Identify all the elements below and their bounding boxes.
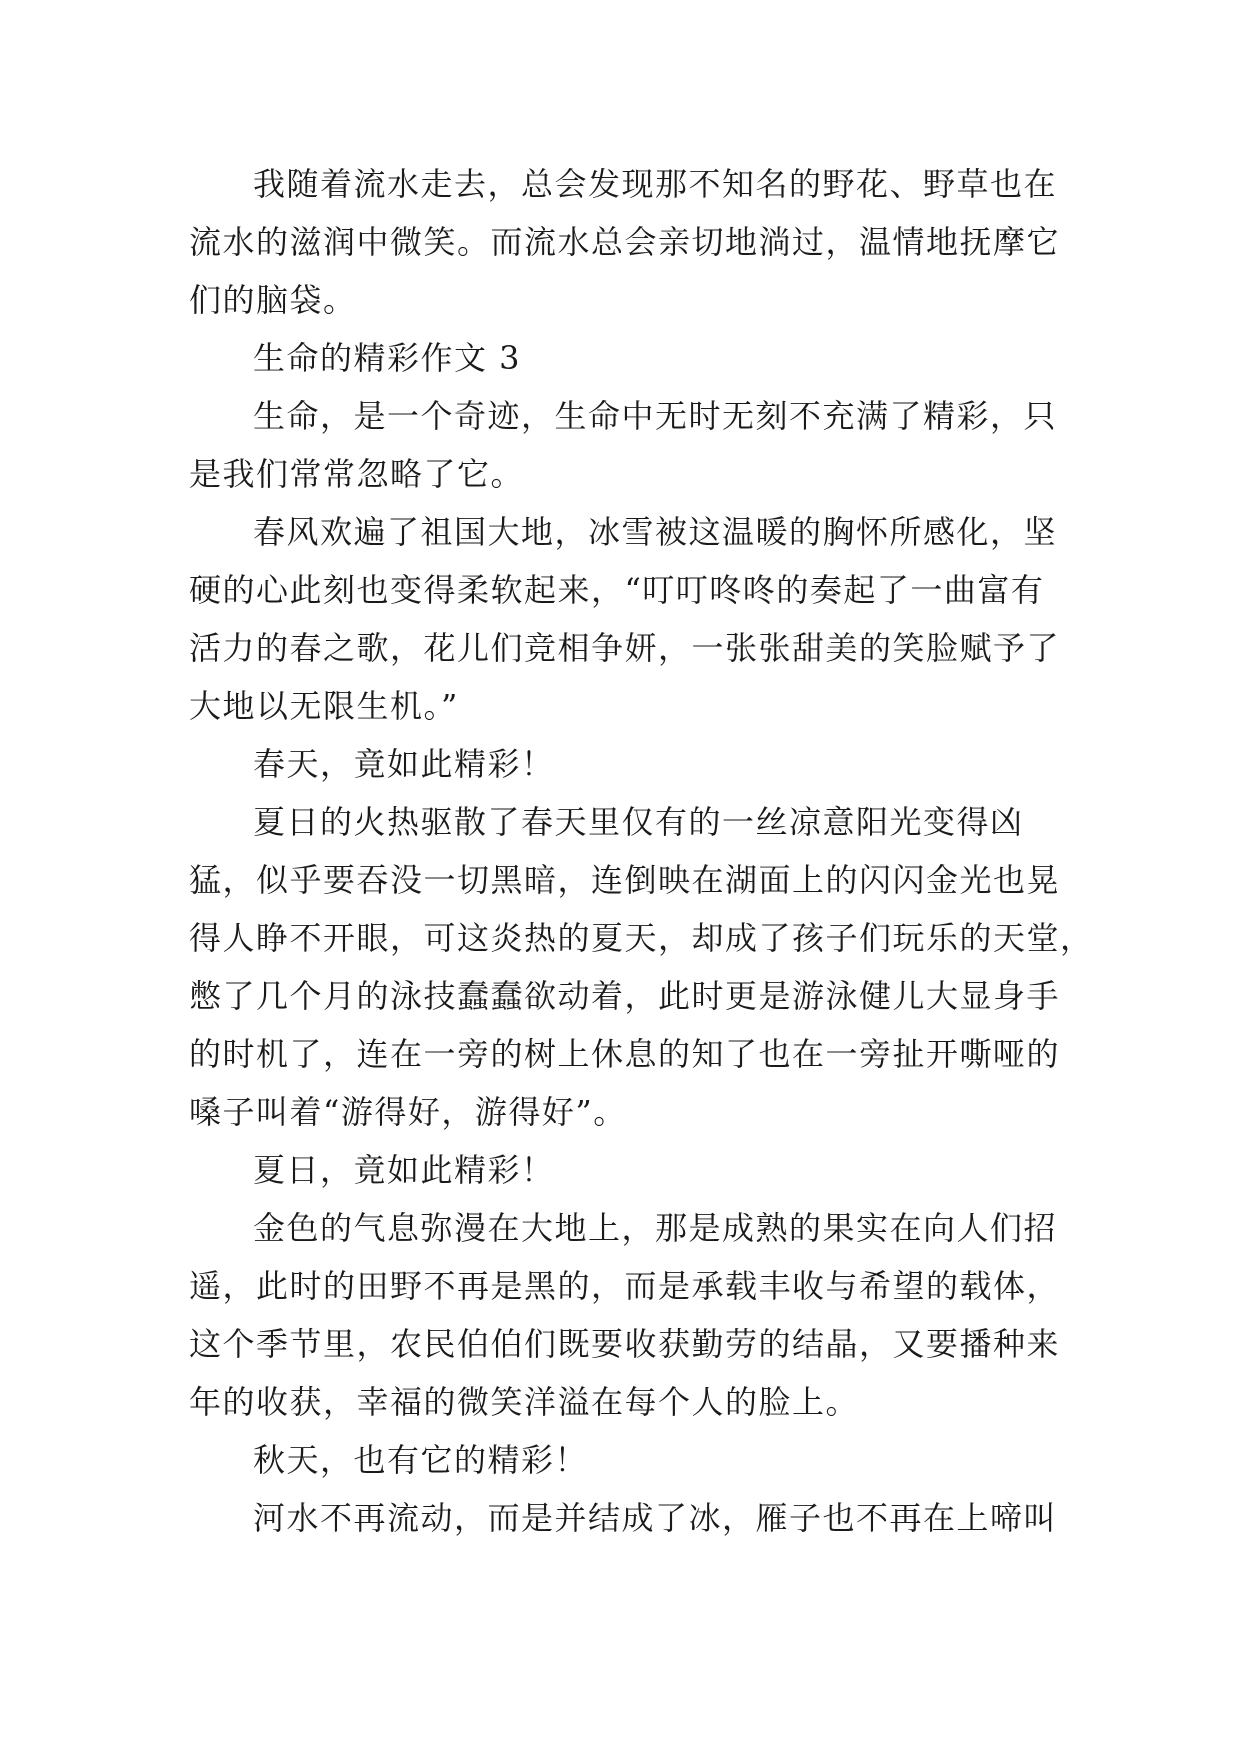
text-line: 嗓子叫着“游得好，游得好”。 [189, 1093, 627, 1131]
text-line: 猛，似乎要吞没一切黑暗，连倒映在湖面上的闪闪金光也晃 [189, 861, 1061, 899]
text-line: 硬的心此刻也变得柔软起来，“叮叮咚咚的奏起了一曲富有 [189, 571, 1045, 609]
text-line: 金色的气息弥漫在大地上，那是成熟的果实在向人们招 [253, 1209, 1058, 1247]
text-line: 这个季节里，农民伯伯们既要收获勤劳的结晶，又要播种来 [189, 1325, 1061, 1363]
text-line: 春风欢遍了祖国大地，冰雪被这温暖的胸怀所感化，坚 [253, 513, 1058, 551]
section-heading: 生命的精彩作文 3 [253, 339, 522, 377]
text-line: 们的脑袋。 [189, 281, 357, 319]
text-line: 是我们常常忽略了它。 [189, 455, 525, 493]
document-body [189, 155, 1094, 1547]
text-line: 年的收获，幸福的微笑洋溢在每个人的脸上。 [189, 1383, 860, 1421]
text-line: 得人睁不开眼，可这炎热的夏天，却成了孩子们玩乐的天堂， [189, 919, 1094, 957]
text-line: 秋天，也有它的精彩！ [253, 1441, 589, 1479]
text-line: 夏日，竟如此精彩！ [253, 1151, 555, 1189]
text-line: 我随着流水走去，总会发现那不知名的野花、野草也在 [253, 165, 1058, 203]
text-line: 遥，此时的田野不再是黑的，而是承载丰收与希望的载体， [189, 1267, 1061, 1305]
text-line: 大地以无限生机。” [189, 687, 459, 725]
text-line: 流水的滋润中微笑。而流水总会亲切地淌过，温情地抚摩它 [189, 223, 1061, 261]
text-line: 活力的春之歌，花儿们竞相争妍，一张张甜美的笑脸赋予了 [189, 629, 1061, 667]
text-line: 生命，是一个奇迹，生命中无时无刻不充满了精彩，只 [253, 397, 1058, 435]
text-line: 憋了几个月的泳技蠢蠢欲动着，此时更是游泳健儿大显身手 [189, 977, 1061, 1015]
text-line: 的时机了，连在一旁的树上休息的知了也在一旁扯开嘶哑的 [189, 1035, 1061, 1073]
text-line: 河水不再流动，而是并结成了冰，雁子也不再在上啼叫 [253, 1499, 1058, 1537]
text-line: 夏日的火热驱散了春天里仅有的一丝凉意阳光变得凶 [253, 803, 1024, 841]
text-line: 春天，竟如此精彩！ [253, 745, 555, 783]
